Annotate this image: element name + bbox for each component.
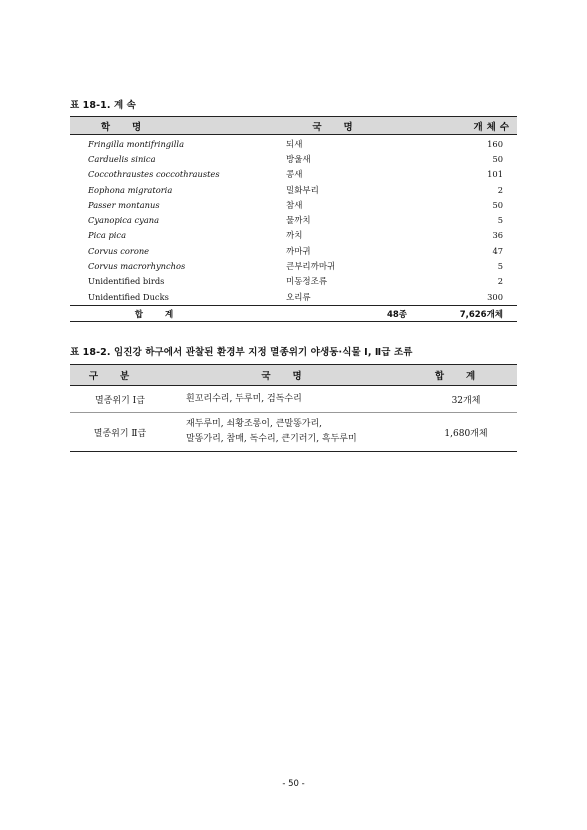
korean-name-cell: 방울새 (286, 154, 311, 165)
korean-name-cell: 콩새 (286, 170, 303, 181)
table-row (70, 258, 517, 273)
table2-caption: 표 18-2. 임진강 하구에서 관찰된 환경부 지정 멸종위기 야생동·식물 Ⅰ, Ⅱ급 조류 (70, 347, 413, 358)
table-row (70, 243, 517, 258)
scientific-name-cell: Corvus macrorhynchos (88, 261, 186, 272)
grade-cell: 멸종위기 Ⅱ급 (93, 428, 147, 439)
scientific-name-cell: Eophona migratoria (88, 184, 173, 195)
korean-name-cell: 되새 (286, 139, 303, 150)
names-line: 말똥가리, 참매, 독수리, 큰기러기, 흑두루미 (186, 434, 357, 444)
count-cell: 5 (497, 261, 503, 272)
korean-name-cell: 참새 (286, 200, 303, 211)
count-cell: 36 (492, 230, 503, 241)
table1-caption: 표 18-1. 계 속 (70, 100, 136, 111)
table1-total-row (70, 305, 517, 321)
scientific-name-cell: Corvus corone (88, 245, 150, 256)
table-row (70, 274, 517, 289)
scientific-name-cell: Unidentified Ducks (88, 291, 169, 302)
table-row (70, 386, 517, 413)
count-cell: 50 (492, 199, 503, 210)
header-count: 개체수 (473, 121, 513, 133)
total-count: 7,626개체 (459, 309, 503, 320)
table-row (70, 136, 517, 151)
total-species: 48종 (386, 309, 407, 320)
table1-body (70, 135, 517, 305)
count-cell: 2 (497, 276, 503, 287)
scientific-name-cell: Unidentified birds (88, 276, 165, 287)
korean-name-cell: 까마귀 (286, 246, 311, 257)
count-cell: 160 (487, 138, 503, 149)
names-line: 재두루미, 쇠황조롱이, 큰말똥가리, (186, 419, 323, 429)
header-sum: 합계 (434, 371, 498, 382)
korean-name-cell: 밀화부리 (286, 185, 319, 196)
sum-cell: 32개체 (451, 395, 481, 406)
names-cell (170, 417, 415, 447)
table2-header-row (70, 365, 517, 386)
names-cell (170, 392, 415, 407)
korean-name-cell: 미동정조류 (286, 277, 328, 288)
species-count-table (70, 116, 517, 322)
count-cell: 47 (492, 245, 503, 256)
korean-name-cell: 까치 (286, 231, 303, 242)
header-names: 국명 (261, 371, 324, 382)
scientific-name-cell: Fringilla montifringilla (88, 138, 185, 149)
table-row (70, 212, 517, 227)
korean-name-cell: 물까치 (286, 216, 311, 227)
scientific-name-cell: Coccothraustes coccothraustes (88, 169, 220, 180)
table-row (70, 289, 517, 304)
count-cell: 101 (487, 169, 503, 180)
table-row (70, 151, 517, 166)
header-korean-name: 국명 (312, 121, 375, 133)
table-row (70, 197, 517, 212)
endangered-species-table (70, 364, 517, 452)
table-row (70, 228, 517, 243)
korean-name-cell: 오리류 (286, 292, 311, 303)
scientific-name-cell: Cyanopica cyana (88, 215, 160, 226)
korean-name-cell: 큰부리까마귀 (286, 262, 336, 273)
grade-cell: 멸종위기 Ⅰ급 (95, 395, 145, 406)
page-number: - 50 - (282, 779, 305, 789)
header-scientific-name: 학명 (100, 121, 164, 133)
count-cell: 50 (492, 153, 503, 164)
table-row (70, 413, 517, 451)
total-label: 합계 (134, 309, 196, 320)
scientific-name-cell: Carduelis sinica (88, 153, 156, 164)
names-line: 흰꼬리수리, 두루미, 검독수리 (186, 393, 302, 404)
table-row (70, 167, 517, 182)
count-cell: 5 (497, 215, 503, 226)
table-row (70, 182, 517, 197)
scientific-name-cell: Passer montanus (88, 199, 160, 210)
table1-header-row (70, 117, 517, 135)
scientific-name-cell: Pica pica (88, 230, 127, 241)
count-cell: 300 (487, 291, 503, 302)
count-cell: 2 (497, 184, 503, 195)
sum-cell: 1,680개체 (444, 428, 488, 439)
header-grade: 구분 (88, 371, 152, 382)
